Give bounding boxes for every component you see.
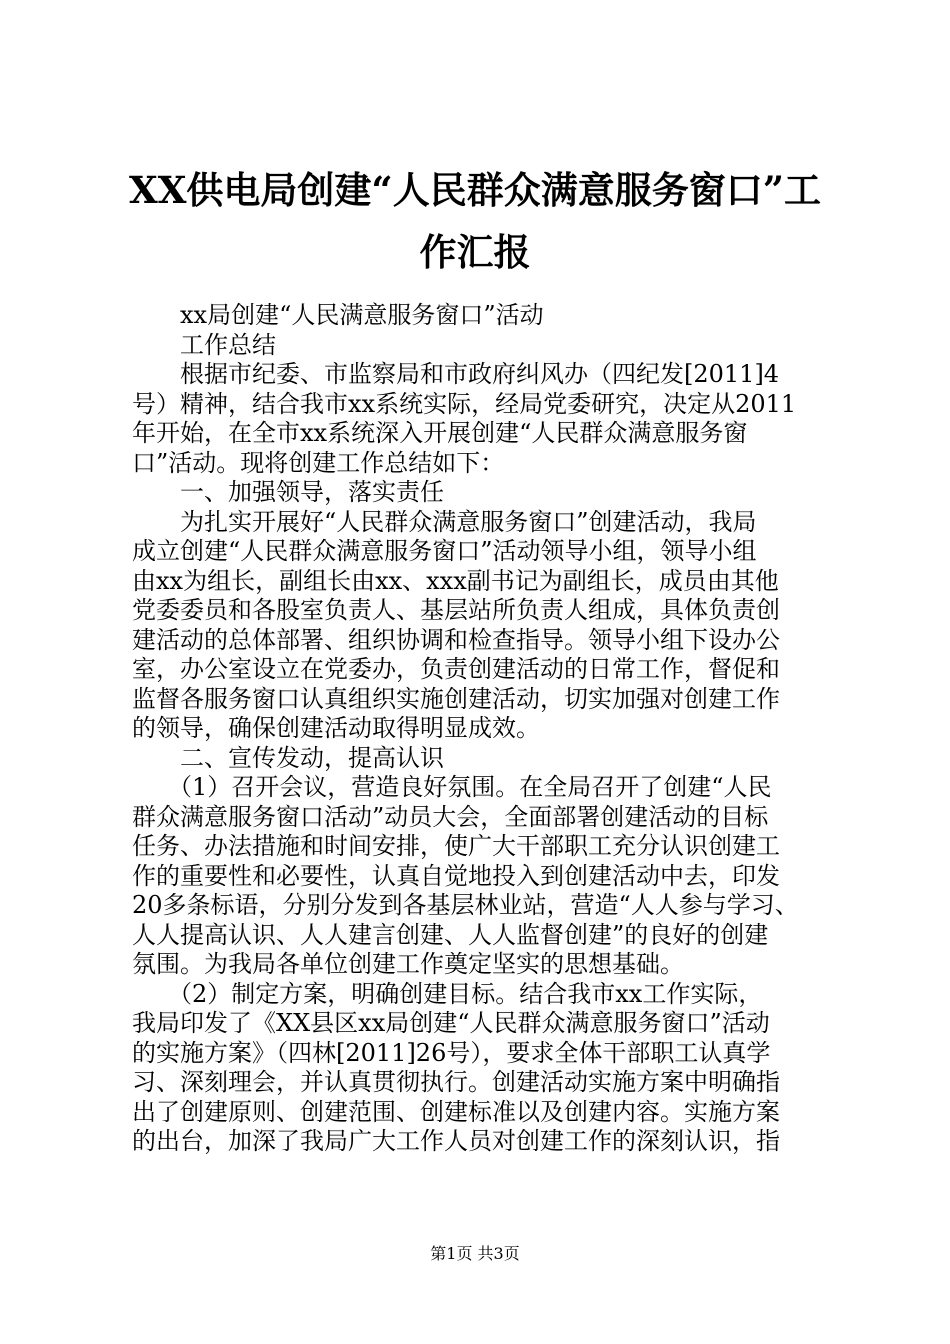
- body-line: （2）制定方案，明确创建目标。结合我市xx工作实际，: [132, 979, 763, 1008]
- body-line: 工作总结: [132, 330, 276, 359]
- body-line: 号）精神，结合我市xx系统实际，经局党委研究，决定从2011: [132, 389, 797, 418]
- page-footer: 第1页 共3页: [430, 1244, 520, 1263]
- body-line: 一、加强领导，落实责任: [132, 478, 444, 506]
- body-line: 作的重要性和必要性，认真自觉地投入到创建活动中去，印发: [132, 861, 780, 890]
- body-line: 口”活动。现将创建工作总结如下：: [132, 448, 505, 477]
- body-line: 建活动的总体部署、组织协调和检查指导。领导小组下设办公: [132, 625, 780, 654]
- body-line: 习、深刻理会，并认真贯彻执行。创建活动实施方案中明确指: [132, 1068, 780, 1096]
- body-line: 年开始，在全市xx系统深入开展创建“人民群众满意服务窗: [132, 419, 748, 447]
- body-line: （1）召开会议，营造良好氛围。在全局召开了创建“人民: [132, 773, 772, 801]
- body-line: 监督各服务窗口认真组织实施创建活动，切实加强对创建工作: [132, 684, 780, 713]
- body-line: 出了创建原则、创建范围、创建标准以及创建内容。实施方案: [132, 1097, 780, 1126]
- body-line: 氛围。为我局各单位创建工作奠定坚实的思想基础。: [132, 950, 684, 978]
- document-title-line-2: 作汇报: [419, 230, 531, 274]
- body-line: 群众满意服务窗口活动”动员大会，全面部署创建活动的目标: [132, 802, 769, 831]
- document-title-line-1: XX供电局创建“人民群众满意服务窗口”工: [129, 168, 821, 212]
- body-line: 任务、办法措施和时间安排，使广大干部职工充分认识创建工: [132, 832, 780, 860]
- body-line: 成立创建“人民群众满意服务窗口”活动领导小组，领导小组: [132, 537, 757, 565]
- body-line: 为扎实开展好“人民群众满意服务窗口”创建活动，我局: [132, 507, 757, 536]
- body-line: 我局印发了《XX县区xx局创建“人民群众满意服务窗口”活动: [132, 1009, 770, 1037]
- body-line: 人人提高认识、人人建言创建、人人监督创建”的良好的创建: [132, 920, 769, 949]
- body-line: 二、宣传发动，提高认识: [132, 743, 444, 772]
- body-line: 的实施方案》（四林[2011]26号），要求全体干部职工认真学: [132, 1038, 771, 1067]
- body-line: 的领导，确保创建活动取得明显成效。: [132, 714, 540, 742]
- body-line: 20多条标语，分别分发到各基层林业站，营造“人人参与学习、: [132, 891, 799, 919]
- body-line: 由xx为组长，副组长由xx、xxx副书记为副组长，成员由其他: [132, 566, 779, 595]
- body-line: 室，办公室设立在党委办，负责创建活动的日常工作，督促和: [132, 655, 780, 683]
- body-line: 的出台，加深了我局广大工作人员对创建工作的深刻认识，指: [132, 1127, 780, 1155]
- body-line: xx局创建“人民满意服务窗口”活动: [132, 301, 544, 329]
- body-line: 根据市纪委、市监察局和市政府纠风办（四纪发[2011]4: [132, 360, 780, 388]
- body-line: 党委委员和各股室负责人、基层站所负责人组成，具体负责创: [132, 596, 780, 624]
